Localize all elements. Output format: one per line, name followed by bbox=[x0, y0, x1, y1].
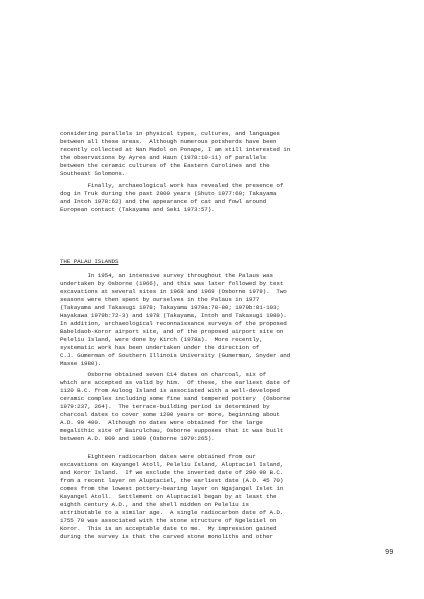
text-line: 1979:237, 264). The terrace-building period is determined by bbox=[60, 403, 270, 410]
text-line: European contact (Takayama and Seki 1973:57). bbox=[60, 206, 215, 213]
paragraph-ceramic-parallels bbox=[60, 130, 390, 178]
text-line: C.J. Gumerman of Southern Illinois University (Gumerman, Snyder and bbox=[60, 352, 291, 359]
text-line: dog in Truk during the past 2000 years (Shuto 1977:60; Takayama bbox=[60, 190, 277, 197]
text-line: from a recent layer on Aluptaciel, the earliest date (A.D. 45 70) bbox=[60, 477, 284, 484]
text-line: seasons were then spent by ourselves in the Palaus in 1977 bbox=[60, 296, 260, 303]
text-line: the observations by Ayres and Haun (1978:10-11) of parallels bbox=[60, 154, 267, 161]
text-line: 1120 B.C. from Auloog Island is associated with a well-developed bbox=[60, 387, 280, 394]
section-heading-palau: THE PALAU ISLANDS bbox=[60, 258, 119, 265]
text-line: Masse 1980). bbox=[60, 360, 102, 367]
text-line: Peleliu Island, were done by Kirch (1978a). More recently, bbox=[60, 336, 263, 343]
paragraph-truk-fauna bbox=[60, 182, 390, 214]
text-line: Southeast Solomons. bbox=[60, 170, 126, 177]
text-line: undertaken by Osborne (1966), and this was later followed by test bbox=[60, 280, 284, 287]
text-line: Osborne obtained seven C14 dates on charcoal, six of bbox=[60, 371, 267, 378]
text-line: eighth century A.D., and the shell midden on Peleliu is bbox=[60, 501, 249, 508]
page-number: 99 bbox=[385, 549, 394, 557]
text-line: megalithic site of Bairulchau, Osborne supposes that it was built bbox=[60, 427, 284, 434]
text-line: excavations at several sites in 1968 and 1969 (Osborne 1979). Two bbox=[60, 288, 287, 295]
text-line: Koror. This is an acceptable date to me. My impression gained bbox=[60, 525, 277, 532]
text-line: In addition, archaeological reconnaissance surveys of the proposed bbox=[60, 320, 287, 327]
text-line: Babeldaob-Koror airport site, and of the proposed airport site on bbox=[60, 328, 284, 335]
text-line: Kayangel Atoll. Settlement on Aluptaciel began by at least the bbox=[60, 493, 277, 500]
text-line: attributable to a similar age. A single radiocarbon date of A.D. bbox=[60, 509, 284, 516]
text-line: during the survey is that the carved stone monoliths and other bbox=[60, 533, 273, 540]
text-line: charcoal dates to cover some 1200 years or more, beginning about bbox=[60, 411, 280, 418]
text-line: and Koror Island. If we exclude the inverted date of 290 90 B.C. bbox=[60, 469, 284, 476]
text-line: between all these areas. Although numerous potsherds have been bbox=[60, 138, 277, 145]
paragraph-radiocarbon-dates bbox=[60, 453, 390, 541]
paragraph-palau-surveys bbox=[60, 272, 390, 368]
text-line: Hayakawa 1979b:72-3) and 1978 (Takayama, Intoh and Takasugi 1980). bbox=[60, 312, 287, 319]
text-line: systematic work has been undertaken under the direction of bbox=[60, 344, 260, 351]
text-line: (Takayama and Takasugi 1978; Takayama 1979a:78-80; 1979b:81-103; bbox=[60, 304, 280, 311]
text-line: Finally, archaeological work has revealed the presence of bbox=[60, 182, 284, 189]
text-line: comes from the lowest pottery-bearing layer on Ngajangel Islet in bbox=[60, 485, 284, 492]
text-line: which are accepted as valid by him. Of these, the earliest date of bbox=[60, 379, 291, 386]
text-line: recently collected at Nan Madol on Ponape, I am still interested in bbox=[60, 146, 291, 153]
text-line: In 1954, an intensive survey throughout the Palaus was bbox=[60, 272, 273, 279]
text-line: and Intoh 1978:62) and the appearance of cat and fowl around bbox=[60, 198, 267, 205]
paragraph-osborne-dates bbox=[60, 371, 390, 443]
text-line: excavations on Kayangel Atoll, Peleliu Island, Aluptaciel Island, bbox=[60, 461, 284, 468]
text-line: ceramic complex including some fine sand tempered pottery (Osborne bbox=[60, 395, 291, 402]
text-line: between A.D. 800 and 1000 (Osborne 1979:265). bbox=[60, 435, 215, 442]
text-line: A.D. 90 400. Although no dates were obtained for the large bbox=[60, 419, 263, 426]
text-line: 1755 70 was associated with the stone structure of Ngeleiiel on bbox=[60, 517, 277, 524]
text-line: considering parallels in physical types, cultures, and languages bbox=[60, 130, 280, 137]
text-line: Eighteen radiocarbon dates were obtained from our bbox=[60, 453, 256, 460]
text-line: between the ceramic cultures of the Eastern Carolines and the bbox=[60, 162, 270, 169]
